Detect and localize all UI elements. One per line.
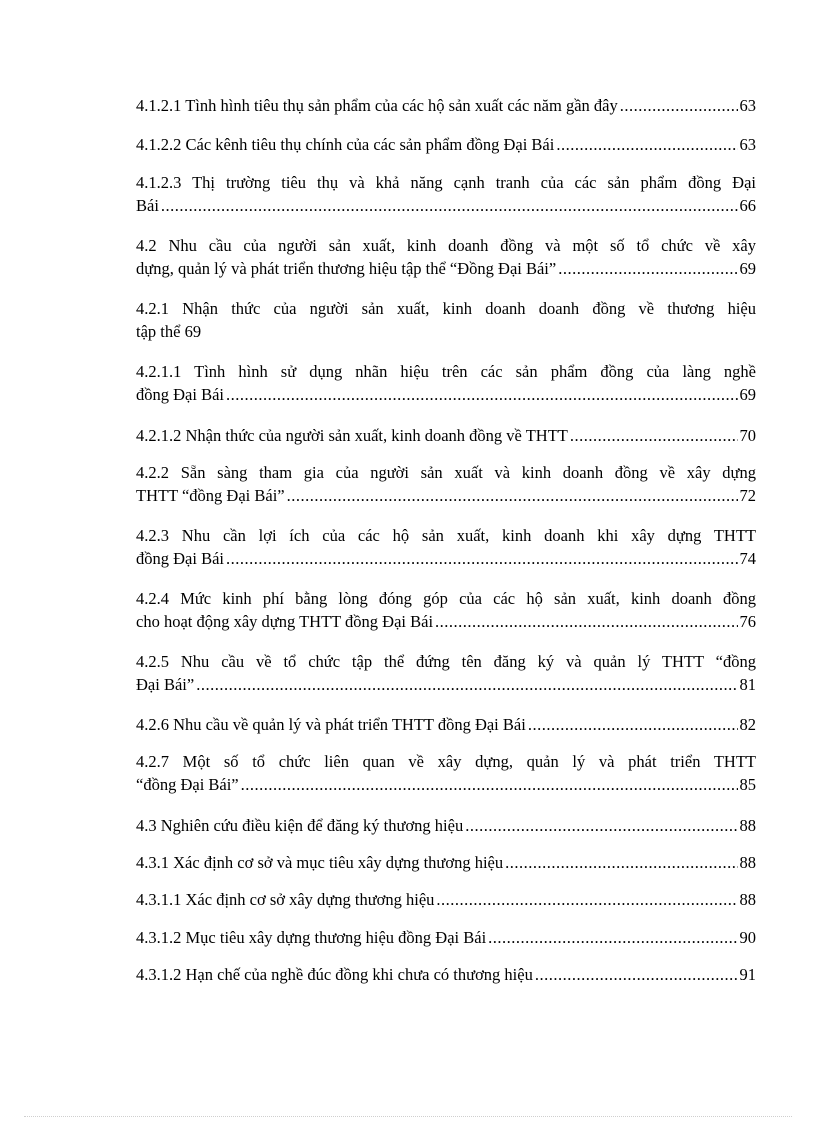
dot-leader bbox=[505, 851, 737, 874]
toc-entry-title-line2: đồng Đại Bái bbox=[136, 549, 224, 568]
toc-entry-title: 4.3.1.1 Xác định cơ sở xây dựng thương hiệu bbox=[136, 890, 435, 909]
dot-leader bbox=[435, 610, 737, 633]
page-bottom-divider bbox=[24, 1116, 792, 1117]
toc-entry[interactable] bbox=[136, 524, 756, 570]
dot-leader bbox=[196, 673, 737, 696]
toc-entry-title-line2: dựng, quản lý và phát triển thương hiệu tập thể “Đồng Đại Bái” bbox=[136, 259, 557, 278]
dot-leader bbox=[241, 773, 738, 796]
toc-entry-page: 66 bbox=[739, 196, 756, 215]
toc-entry-title-line1: 4.2.1.1 Tình hình sử dụng nhãn hiệu trên các sản phẩm đồng của làng nghề bbox=[136, 362, 756, 381]
toc-entry-title-line2: đồng Đại Bái bbox=[136, 385, 224, 404]
dot-leader bbox=[287, 484, 738, 507]
toc-entry-page: 81 bbox=[739, 675, 756, 694]
toc-entry-title-line1: 4.2.5 Nhu cầu về tổ chức tập thể đứng tên đăng ký và quản lý THTT “đồng bbox=[136, 652, 756, 671]
toc-entry-page: 85 bbox=[739, 775, 756, 794]
dot-leader bbox=[161, 194, 738, 217]
toc-entry-title: 4.2.6 Nhu cầu về quản lý và phát triển THTT đồng Đại Bái bbox=[136, 715, 526, 734]
toc-entry[interactable] bbox=[136, 814, 756, 837]
dot-leader bbox=[535, 963, 738, 986]
toc-entry-page: 91 bbox=[739, 965, 756, 984]
toc-entry-title-line1: 4.2 Nhu cầu của người sản xuất, kinh doanh đồng và một số tổ chức về xây bbox=[136, 236, 756, 255]
toc-entry[interactable] bbox=[136, 94, 756, 117]
toc-entry-title-line2: Bái bbox=[136, 196, 159, 215]
toc-entry[interactable] bbox=[136, 963, 756, 986]
toc-entry-page: 76 bbox=[739, 612, 756, 631]
toc-entry-title: 4.1.2.1 Tình hình tiêu thụ sản phẩm của các hộ sản xuất các năm gần đây bbox=[136, 96, 618, 115]
toc-entry[interactable] bbox=[136, 297, 756, 343]
toc-entry-page: 69 bbox=[739, 385, 756, 404]
toc-entry[interactable] bbox=[136, 926, 756, 949]
dot-leader bbox=[556, 133, 737, 156]
toc-entry-title-line1: 4.2.2 Sẵn sàng tham gia của người sản xuất và kinh doanh đồng về xây dựng bbox=[136, 463, 756, 482]
toc-entry-page: 74 bbox=[739, 549, 756, 568]
toc-entry-title-line2: THTT “đồng Đại Bái” bbox=[136, 486, 285, 505]
dot-leader bbox=[488, 926, 737, 949]
toc-entry-page: 88 bbox=[739, 853, 756, 872]
toc-entry[interactable] bbox=[136, 234, 756, 280]
toc-entry-title: 4.2.1.2 Nhận thức của người sản xuất, kinh doanh đồng về THTT bbox=[136, 426, 568, 445]
toc-entry-page: 72 bbox=[739, 486, 756, 505]
toc-entry-page: 88 bbox=[739, 890, 756, 909]
toc-entry[interactable] bbox=[136, 888, 756, 911]
toc-entry-title: 4.3.1 Xác định cơ sở và mục tiêu xây dựng thương hiệu bbox=[136, 853, 504, 872]
toc-entry-title-line2: cho hoạt động xây dựng THTT đồng Đại Bái bbox=[136, 612, 434, 631]
toc-entry-title: 4.3.1.2 Mục tiêu xây dựng thương hiệu đồng Đại Bái bbox=[136, 928, 487, 947]
toc-entry-page: 70 bbox=[739, 426, 756, 445]
dot-leader bbox=[436, 888, 737, 911]
toc-entry-title: 4.1.2.2 Các kênh tiêu thụ chính của các sản phẩm đồng Đại Bái bbox=[136, 135, 555, 154]
toc-entry-page: 69 bbox=[739, 259, 756, 278]
toc-entry[interactable] bbox=[136, 713, 756, 736]
toc-entry-page: 63 bbox=[739, 96, 756, 115]
dot-leader bbox=[465, 814, 737, 837]
toc-entry-page: 88 bbox=[739, 816, 756, 835]
toc-entry-title-line1: 4.2.1 Nhận thức của người sản xuất, kinh doanh doanh đồng về thương hiệu bbox=[136, 299, 756, 318]
toc-entry[interactable] bbox=[136, 750, 756, 796]
toc-entry[interactable] bbox=[136, 587, 756, 633]
toc-entry-title: 4.3 Nghiên cứu điều kiện để đăng ký thương hiệu bbox=[136, 816, 464, 835]
toc-entry-page: 82 bbox=[739, 715, 756, 734]
toc-entry[interactable] bbox=[136, 360, 756, 406]
toc-entry-title-line2: tập thể 69 bbox=[136, 322, 202, 341]
toc-entry-title-line1: 4.1.2.3 Thị trường tiêu thụ và khả năng cạnh tranh của các sản phẩm đồng Đại bbox=[136, 173, 756, 192]
dot-leader bbox=[528, 713, 738, 736]
toc-entry-page: 90 bbox=[739, 928, 756, 947]
toc-entry[interactable] bbox=[136, 133, 756, 156]
dot-leader bbox=[570, 424, 738, 447]
toc-entry[interactable] bbox=[136, 424, 756, 447]
toc-entry-page: 63 bbox=[739, 135, 756, 154]
toc-entry-title-line1: 4.2.7 Một số tổ chức liên quan về xây dựng, quản lý và phát triển THTT bbox=[136, 752, 756, 771]
toc-entry-title-line1: 4.2.3 Nhu cần lợi ích của các hộ sản xuất, kinh doanh khi xây dựng THTT bbox=[136, 526, 756, 545]
toc-entry[interactable] bbox=[136, 461, 756, 507]
toc-entry-title-line2: “đồng Đại Bái” bbox=[136, 775, 239, 794]
toc-entry-title-line2: Đại Bái” bbox=[136, 675, 195, 694]
dot-leader bbox=[226, 383, 738, 406]
dot-leader bbox=[620, 94, 738, 117]
toc-entry[interactable] bbox=[136, 851, 756, 874]
toc-entry[interactable] bbox=[136, 650, 756, 696]
toc-entry[interactable] bbox=[136, 171, 756, 217]
dot-leader bbox=[558, 257, 737, 280]
toc-entry-title-line1: 4.2.4 Mức kinh phí bằng lòng đóng góp của các hộ sản xuất, kinh doanh đồng bbox=[136, 589, 756, 608]
toc-entry-title: 4.3.1.2 Hạn chế của nghề đúc đồng khi chưa có thương hiệu bbox=[136, 965, 533, 984]
dot-leader bbox=[226, 547, 738, 570]
